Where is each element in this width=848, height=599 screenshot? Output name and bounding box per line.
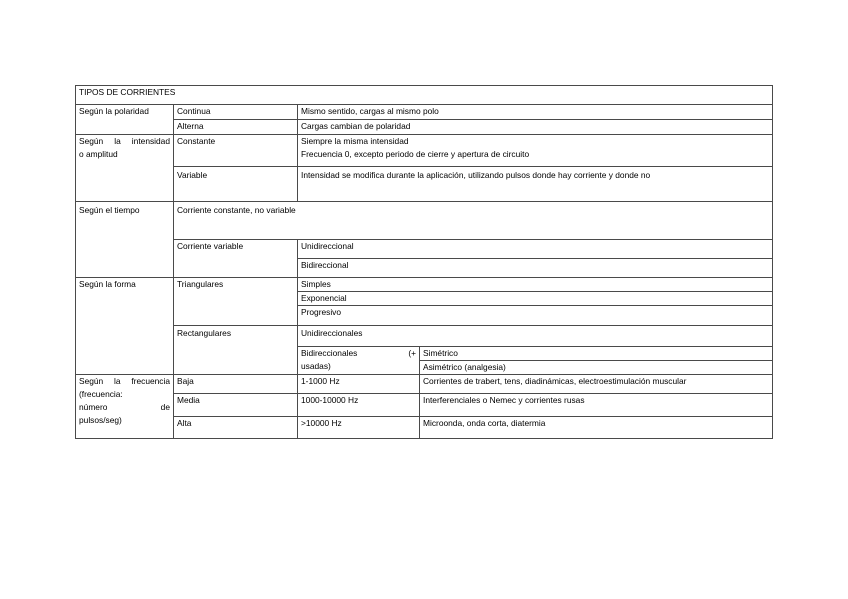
type-cell: Variable: [174, 167, 298, 202]
subtype-text: Bidireccionales: [301, 348, 358, 358]
category-shape: Según la forma: [76, 278, 174, 375]
category-label-word: número: [79, 402, 108, 412]
subtype-line: usadas): [301, 361, 331, 371]
range-cell: 1-1000 Hz: [298, 375, 420, 394]
table-row: [76, 240, 773, 259]
description-cell: Intensidad se modifica durante la aplicación, utilizando pulsos donde hay corriente y donde no: [298, 167, 773, 202]
range-cell: >10000 Hz: [298, 417, 420, 439]
table-title: TIPOS DE CORRIENTES: [76, 86, 773, 105]
type-cell: Triangulares: [174, 278, 298, 326]
description-cell: Corriente constante, no variable: [174, 202, 773, 240]
table-row: [76, 417, 773, 439]
category-label-line: [79, 401, 170, 414]
description-cell: Interferenciales o Nemec y corrientes rusas: [420, 394, 773, 417]
type-cell: Alterna: [174, 120, 298, 135]
type-cell: Alta: [174, 417, 298, 439]
table-row: [76, 86, 773, 105]
type-cell: Continua: [174, 105, 298, 120]
subtype-cell: [298, 347, 420, 375]
description-cell: Cargas cambian de polaridad: [298, 120, 773, 135]
variant-cell: Asimétrico (analgesia): [420, 361, 773, 375]
type-cell: Baja: [174, 375, 298, 394]
subtype-cell: Unidireccionales: [298, 326, 773, 347]
table-row: [76, 326, 773, 347]
category-label-line: (frecuencia:: [79, 389, 123, 399]
table-row: [76, 202, 773, 240]
category-polarity: Según la polaridad: [76, 105, 174, 135]
category-label-word: de: [160, 402, 170, 412]
description-cell: Microonda, onda corta, diatermia: [420, 417, 773, 439]
type-cell: Media: [174, 394, 298, 417]
type-cell: Rectangulares: [174, 326, 298, 375]
subtype-cell: Unidireccional: [298, 240, 773, 259]
table-row: [76, 105, 773, 120]
subtype-cell: Exponencial: [298, 292, 773, 306]
currents-table: [75, 85, 773, 439]
description-cell: [298, 135, 773, 167]
category-time: Según el tiempo: [76, 202, 174, 278]
category-label-line: o amplitud: [79, 149, 118, 159]
category-label-line: pulsos/seg): [79, 415, 122, 425]
subtype-cell: Progresivo: [298, 306, 773, 326]
table-row: [76, 278, 773, 292]
subtype-cell: Bidireccional: [298, 259, 773, 278]
description-cell: Corrientes de trabert, tens, diadinámicas, electroestimulación muscular: [420, 375, 773, 394]
table-row: [76, 167, 773, 202]
category-frequency: [76, 375, 174, 439]
category-label-line: Según la intensidad: [79, 136, 170, 146]
table-row: [76, 120, 773, 135]
subtype-line: [301, 347, 416, 360]
range-cell: 1000-10000 Hz: [298, 394, 420, 417]
description-line: Frecuencia 0, excepto periodo de cierre y apertura de circuito: [301, 149, 530, 159]
category-label-line: Según la frecuencia: [79, 376, 170, 386]
subtype-note: (+: [408, 348, 416, 358]
table-row: [76, 135, 773, 167]
subtype-cell: Simples: [298, 278, 773, 292]
category-intensity: [76, 135, 174, 202]
description-cell: Mismo sentido, cargas al mismo polo: [298, 105, 773, 120]
type-cell: Corriente variable: [174, 240, 298, 278]
type-cell: Constante: [174, 135, 298, 167]
table-row: [76, 375, 773, 394]
variant-cell: Simétrico: [420, 347, 773, 361]
table-row: [76, 394, 773, 417]
description-line: Siempre la misma intensidad: [301, 136, 409, 146]
